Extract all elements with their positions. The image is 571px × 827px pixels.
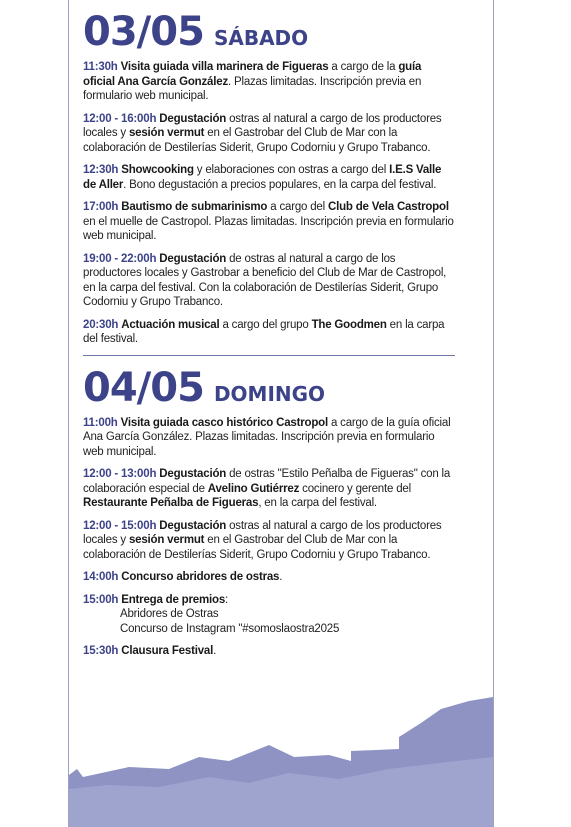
day-header-sunday <box>83 364 455 411</box>
event-item: 14:00h Concurso abridores de ostras. <box>83 571 283 583</box>
award-line: Abridores de Ostras <box>120 608 219 620</box>
day-date: 03/05 <box>83 9 204 55</box>
program-content <box>83 9 455 667</box>
event-item: 11:00h Visita guiada casco histórico Castropol a cargo de la guía oficial Ana García González. Plazas limitadas. Inscripción previa en formulario web municipal. <box>83 416 451 458</box>
day-name: SÁBADO <box>213 26 309 50</box>
event-item: 12:00 - 13:00h Degustación de ostras "Estilo Peñalba de Figueras" con la colaboración especial de Avelino Gutiérrez cocinero y gerente del Restaurante Peñalba de Figueras, en la carpa del festival. <box>83 468 451 509</box>
frame-right-border <box>493 0 494 827</box>
event-item: 15:30h Clausura Festival. <box>83 645 217 657</box>
event-item: 15:00h Entrega de premios: Abridores de Ostras Concurso de Instagram "#somoslaostra2025 <box>83 593 455 637</box>
day-name: DOMINGO <box>213 381 326 406</box>
event-item: 20:30h Actuación musical a cargo del grupo The Goodmen en la carpa del festival. <box>83 318 445 345</box>
day-date: 04/05 <box>83 364 204 411</box>
day-header-saturday <box>83 9 455 55</box>
event-item: 11:30h Visita guiada villa marinera de Figueras a cargo de la guía oficial Ana García González. Plazas limitadas. Inscripción previa en formulario web municipal. <box>83 61 422 102</box>
award-line: Concurso de Instagram "#somoslaostra2025 <box>120 622 340 635</box>
event-item: 12:30h Showcooking y elaboraciones con ostras a cargo del I.E.S Valle de Aller. Bono degustación a precios populares, en la carpa del festival. <box>83 164 442 191</box>
event-item: 19:00 - 22:00h Degustación de ostras al natural a cargo de los productores locales y Gastrobar a beneficio del Club de Mar de Castropol, en la carpa del festival. Con la colaboración de Destilerías Siderit, Grupo Codorniu y Grupo Trabanco. <box>83 252 447 308</box>
event-item: 12:00 - 16:00h Degustación ostras al natural a cargo de los productores locales y sesión vermut en el Gastrobar del Club de Mar con la colaboración de Destilerías Siderit, Grupo Codorniu y Grupo Trabanco. <box>83 112 442 154</box>
town-skyline-illustration <box>69 697 493 827</box>
day-separator <box>83 355 455 356</box>
event-item: 17:00h Bautismo de submarinismo a cargo del Club de Vela Castropol en el muelle de Castropol. Plazas limitadas. Inscripción previa en formulario web municipal. <box>83 201 454 242</box>
event-item: 12:00 - 15:00h Degustación ostras al natural a cargo de los productores locales y sesión vermut en el Gastrobar del Club de Mar con la colaboración de Destilerías Siderit, Grupo Codorniu y Grupo Trabanco. <box>83 519 442 561</box>
